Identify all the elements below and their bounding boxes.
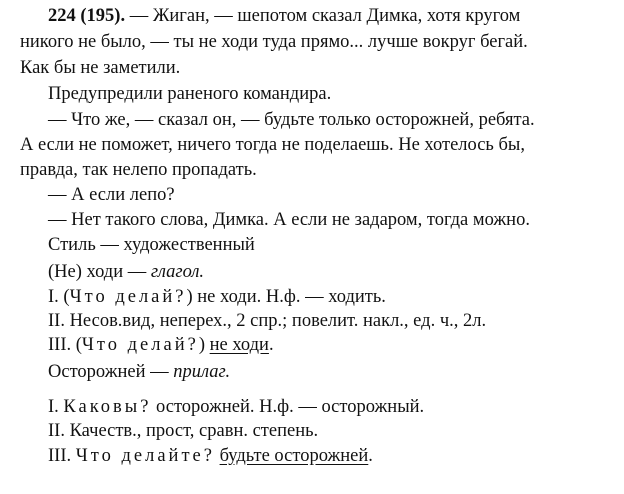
text-line-6: А если не поможет, ничего тогда не поделаешь. Не хотелось бы, bbox=[20, 135, 525, 155]
parse1-line1 bbox=[48, 285, 386, 309]
parse2-word: Осторожней — bbox=[48, 362, 169, 382]
parse1-l3-mid: ) bbox=[198, 335, 210, 355]
text-line-4: Предупредили раненого командира. bbox=[48, 84, 332, 104]
parse1-line3 bbox=[48, 333, 274, 357]
text-line-2: никого не было, — ты не ходи туда прямо... лучше вокруг бегай. bbox=[20, 32, 528, 52]
parse1-l3-question: Что делай? bbox=[81, 335, 199, 355]
parse2-l1-suffix: осторожней. Н.ф. — осторожный. bbox=[151, 397, 425, 417]
text-line-5: — Что же, — сказал он, — будьте только осторожней, ребята. bbox=[48, 110, 535, 130]
parse1-l3-underlined: не ходи bbox=[209, 335, 269, 355]
parse2-line2: II. Качеств., прост, сравн. степень. bbox=[48, 421, 319, 441]
parse2-l3-underlined: будьте осторожней bbox=[219, 446, 369, 466]
parse2-l1-prefix: I. bbox=[48, 397, 64, 417]
text-line-7: правда, так нелепо пропадать. bbox=[20, 160, 257, 180]
parse1-l1-suffix: ) не ходи. Н.ф. — ходить. bbox=[186, 287, 386, 307]
parse2-l3-prefix: III. bbox=[48, 446, 76, 466]
parse2-line3 bbox=[48, 444, 373, 468]
style-line: Стиль — художественный bbox=[48, 235, 255, 255]
text-line-9: — Нет такого слова, Димка. А если не задаром, тогда можно. bbox=[48, 210, 530, 230]
parse1-l3-end: . bbox=[268, 335, 274, 355]
parse2-l3-question: Что делайте? bbox=[75, 446, 215, 466]
parse1-l3-prefix: III. ( bbox=[48, 335, 82, 355]
parse1-word: (Не) ходи — bbox=[48, 262, 147, 282]
text-line-1 bbox=[48, 4, 520, 28]
parse1-l1-prefix: I. ( bbox=[48, 287, 70, 307]
parse2-head bbox=[48, 360, 230, 384]
exercise-number: 224 (195). bbox=[48, 6, 126, 26]
parse2-pos: прилаг. bbox=[173, 362, 231, 382]
text-line-1-content: — Жиган, — шепотом сказал Димка, хотя кругом bbox=[129, 6, 521, 26]
parse1-l1-question: Что делай? bbox=[69, 287, 187, 307]
parse2-line1 bbox=[48, 395, 424, 419]
text-line-8: — А если лепо? bbox=[48, 185, 175, 205]
text-line-3: Как бы не заметили. bbox=[20, 58, 181, 78]
parse1-line2: II. Несов.вид, неперех., 2 спр.; повелит. накл., ед. ч., 2л. bbox=[48, 311, 487, 331]
parse2-l1-question: Каковы? bbox=[63, 397, 152, 417]
parse1-head bbox=[48, 260, 204, 284]
parse1-pos: глагол. bbox=[150, 262, 205, 282]
parse2-l3-end: . bbox=[368, 446, 373, 466]
